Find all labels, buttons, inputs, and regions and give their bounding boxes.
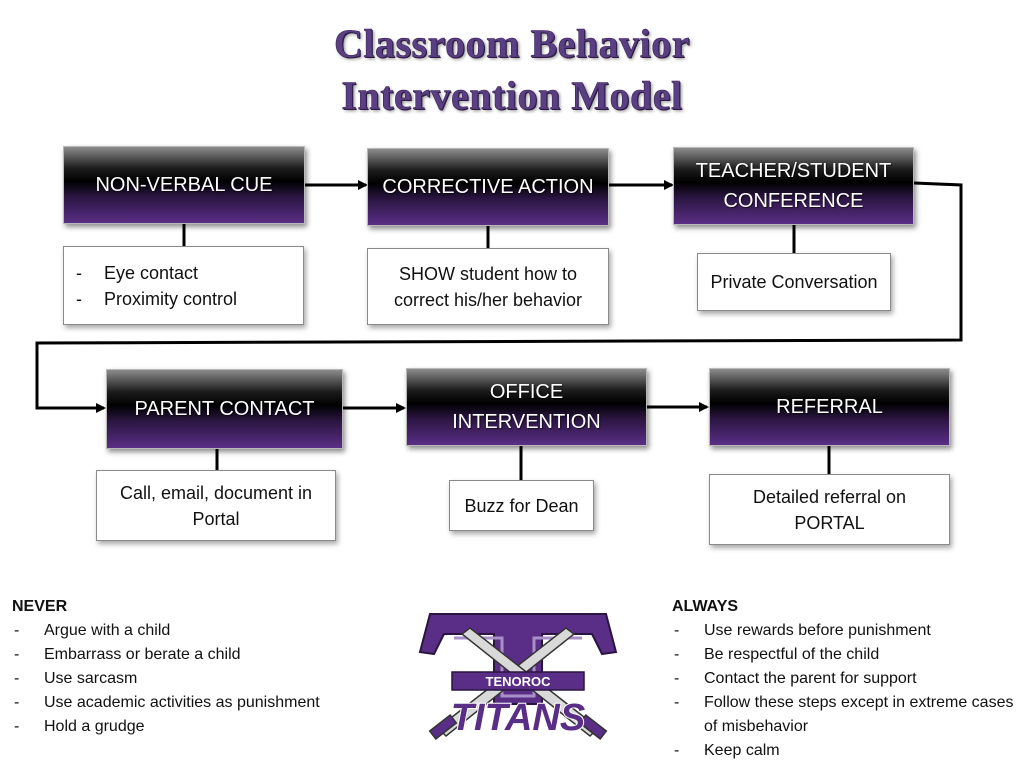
always-heading: ALWAYS: [672, 598, 739, 615]
step-non-verbal-cue: [63, 146, 305, 224]
note-parent-contact: [96, 470, 336, 541]
step-label-line-1: OFFICE: [489, 381, 564, 403]
note-corrective-action: [367, 248, 609, 325]
page-title: [0, 18, 1024, 122]
list-item: - Contact the parent for support: [672, 667, 1017, 691]
note-text: SHOW student how to correct his/her behavior: [393, 263, 583, 310]
step-label-line-1: TEACHER/STUDENT: [695, 160, 892, 182]
list-item: - Be respectful of the child: [672, 643, 1017, 667]
step-label: NON-VERBAL CUE: [95, 174, 273, 196]
step-teacher-student-conference: [673, 147, 914, 225]
note-non-verbal-cue: [63, 246, 304, 325]
step-label-line-2: CONFERENCE: [723, 190, 864, 212]
note-text: Detailed referral on PORTAL: [752, 486, 907, 533]
list-item: - Argue with a child: [12, 619, 402, 643]
note-list: [72, 260, 237, 312]
list-item: - Use rewards before punishment: [672, 619, 1017, 643]
note-text: Buzz for Dean: [464, 495, 579, 516]
list-item: - Keep calm: [672, 739, 1017, 763]
step-office-intervention: [406, 368, 647, 446]
never-list: [12, 595, 402, 739]
list-item: - Embarrass or berate a child: [12, 643, 402, 667]
note-referral: [709, 474, 950, 545]
note-text: Call, email, document in Portal: [119, 482, 313, 529]
note-office-intervention: [449, 480, 594, 531]
always-list: [672, 595, 1017, 763]
list-item: - Use sarcasm: [12, 667, 402, 691]
step-referral: [709, 368, 950, 446]
logo-text-top: TENOROC: [485, 674, 551, 689]
note-text: Private Conversation: [710, 272, 878, 292]
list-item: - Follow these steps except in extreme cases of misbehavior: [672, 691, 1017, 739]
step-label: REFERRAL: [776, 396, 883, 418]
list-item: - Proximity control: [72, 286, 237, 312]
list-item: - Hold a grudge: [12, 715, 402, 739]
list-item: - Use academic activities as punishment: [12, 691, 402, 715]
title-line-2: Intervention Model: [341, 73, 683, 118]
step-label: CORRECTIVE ACTION: [382, 176, 594, 198]
never-heading: NEVER: [12, 598, 68, 615]
title-line-1: Classroom Behavior: [333, 21, 691, 66]
step-corrective-action: [367, 148, 609, 226]
step-parent-contact: [106, 369, 343, 449]
step-label: PARENT CONTACT: [134, 398, 315, 420]
note-teacher-student-conference: [697, 253, 891, 311]
list-item: - Eye contact: [72, 260, 237, 286]
logo-text-main: TITANS: [450, 697, 586, 739]
step-label-line-2: INTERVENTION: [452, 411, 601, 433]
tenoroc-titans-logo: [416, 608, 620, 756]
